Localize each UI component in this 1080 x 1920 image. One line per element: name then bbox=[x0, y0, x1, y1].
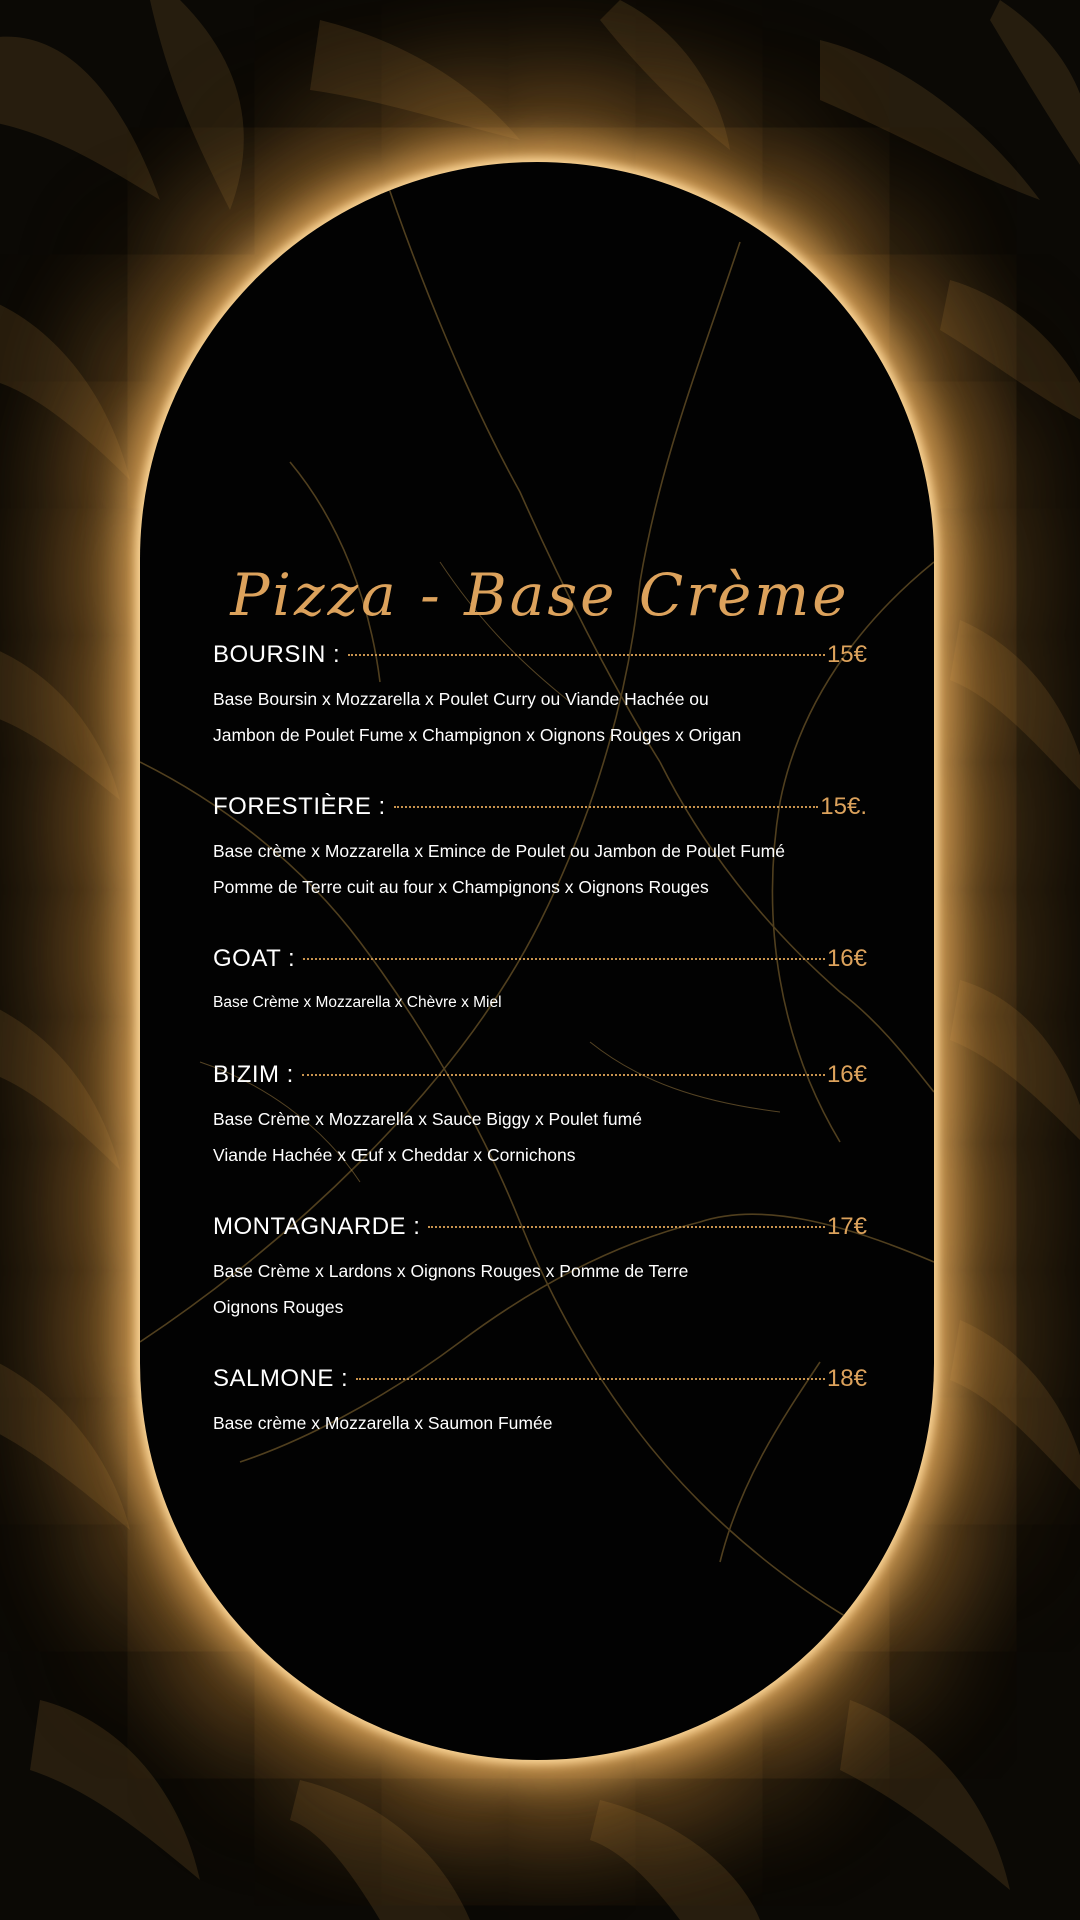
description-line: Base crème x Mozzarella x Saumon Fumée bbox=[213, 1413, 553, 1433]
menu-item-montagnarde bbox=[213, 1213, 867, 1325]
menu-item-salmone bbox=[213, 1365, 867, 1441]
description-line: Jambon de Poulet Fume x Champignon x Oignons Rouges x Origan bbox=[213, 725, 742, 745]
dotted-leader bbox=[394, 806, 819, 808]
menu-items bbox=[213, 641, 867, 1441]
menu-item-goat bbox=[213, 945, 867, 1021]
menu-item-header bbox=[213, 793, 867, 831]
menu-item-boursin bbox=[213, 641, 867, 753]
menu-item-name: GOAT : bbox=[213, 945, 296, 972]
menu-item-name: BIZIM : bbox=[213, 1061, 294, 1088]
dotted-leader bbox=[356, 1378, 825, 1380]
description-line: Base Boursin x Mozzarella x Poulet Curry ou Viande Hachée ou bbox=[213, 689, 709, 709]
menu-item-description bbox=[213, 985, 867, 1021]
menu-item-description bbox=[213, 1253, 867, 1325]
menu-item-header bbox=[213, 1365, 867, 1403]
menu-item-header bbox=[213, 1213, 867, 1251]
dotted-leader bbox=[428, 1226, 825, 1228]
menu-item-name: FORESTIÈRE : bbox=[213, 793, 386, 820]
menu-item-header bbox=[213, 641, 867, 679]
menu-item-description bbox=[213, 681, 867, 753]
menu-title: Pizza - Base Crème bbox=[230, 561, 850, 629]
dotted-leader bbox=[302, 1074, 825, 1076]
description-line: Base Crème x Mozzarella x Sauce Biggy x Poulet fumé bbox=[213, 1109, 642, 1129]
menu-item-header bbox=[213, 1061, 867, 1099]
description-line: Base crème x Mozzarella x Emince de Poulet ou Jambon de Poulet Fumé bbox=[213, 841, 785, 861]
menu-item-name: MONTAGNARDE : bbox=[213, 1213, 421, 1240]
menu-item-price: 16€ bbox=[826, 945, 867, 972]
menu-item-price: 17€ bbox=[826, 1213, 867, 1240]
menu-item-name: SALMONE : bbox=[213, 1365, 349, 1392]
menu-item-description bbox=[213, 833, 867, 905]
menu-item-price: 15€ bbox=[826, 641, 867, 668]
menu-item-forestiere bbox=[213, 793, 867, 905]
menu-item-price: 18€ bbox=[826, 1365, 867, 1392]
menu-item-description bbox=[213, 1101, 867, 1173]
menu-item-bizim bbox=[213, 1061, 867, 1173]
menu-item-description bbox=[213, 1405, 867, 1441]
menu-item-price: 16€ bbox=[826, 1061, 867, 1088]
menu-item-name: BOURSIN : bbox=[213, 641, 341, 668]
description-line: Oignons Rouges bbox=[213, 1297, 344, 1317]
description-line: Pomme de Terre cuit au four x Champignons x Oignons Rouges bbox=[213, 877, 709, 897]
description-line: Base Crème x Mozzarella x Chèvre x Miel bbox=[213, 994, 502, 1011]
description-line: Viande Hachée x Œuf x Cheddar x Cornichons bbox=[213, 1145, 576, 1165]
menu-content bbox=[213, 555, 867, 1481]
dotted-leader bbox=[303, 958, 825, 960]
dotted-leader bbox=[348, 654, 825, 656]
menu-item-price: 15€. bbox=[820, 793, 867, 820]
description-line: Base Crème x Lardons x Oignons Rouges x Pomme de Terre bbox=[213, 1261, 689, 1281]
menu-item-header bbox=[213, 945, 867, 983]
